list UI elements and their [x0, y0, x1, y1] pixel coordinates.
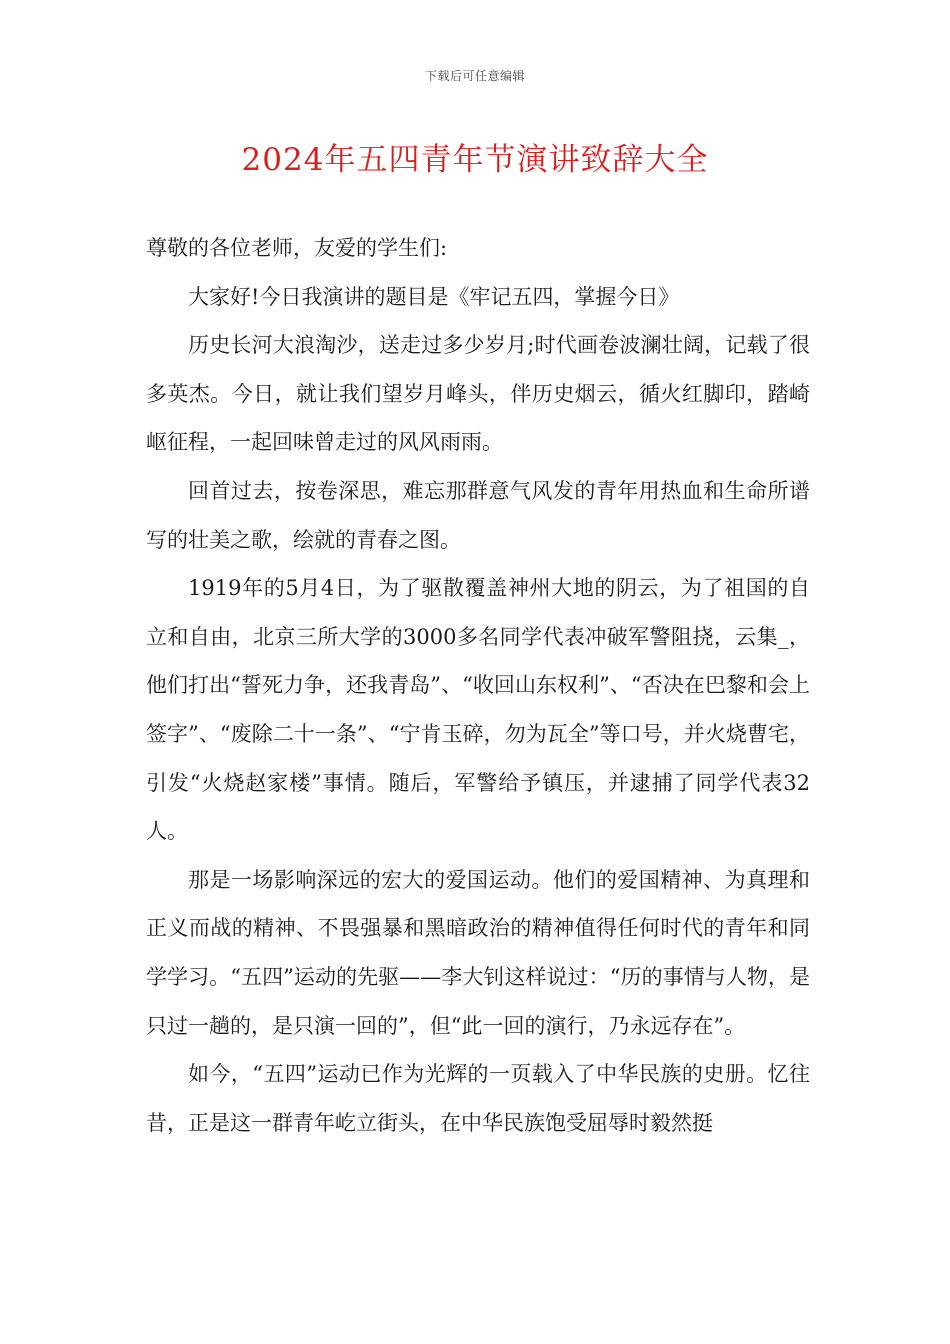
header-note: 下载后可任意编辑: [424, 69, 525, 83]
document-body: [146, 224, 810, 1147]
salutation: 尊敬的各位老师，友爱的学生们:: [146, 236, 448, 260]
paragraph: 回首过去，按卷深思，难忘那群意气风发的青年用热血和生命所谱写的壮美之歌，绘就的青春之图。: [146, 478, 810, 552]
paragraph: 1919年的5月4日，为了驱散覆盖神州大地的阴云，为了祖国的自立和自由，北京三所大学的3000多名同学代表冲破军警阻挠，云集_，他们打出“誓死力争，还我青岛”、“收回山东权利”、“否决在巴黎和会上签字”、“废除二十一条”、“宁肯玉碎，勿为瓦全”等口号，并火烧曹宅，引发“火烧赵家楼”事情。随后，军警给予镇压，并逮捕了同学代表32人。: [146, 576, 810, 844]
paragraph: 大家好!今日我演讲的题目是《牢记五四，掌握今日》: [188, 284, 680, 309]
paragraph: 历史长河大浪淘沙，送走过多少岁月;时代画卷波澜壮阔，记载了很多英杰。今日，就让我们望岁月峰头，伴历史烟云，循火红脚印，踏崎岖征程，一起回味曾走过的风风雨雨。: [146, 333, 810, 455]
document-title: 2024年五四青年节演讲致辞大全: [241, 142, 709, 178]
paragraph: 如今，“五四”运动已作为光辉的一页载入了中华民族的史册。忆往昔，正是这一群青年屹立街头，在中华民族饱受屈辱时毅然挺: [146, 1062, 810, 1135]
paragraph: 那是一场影响深远的宏大的爱国运动。他们的爱国精神、为真理和正义而战的精神、不畏强暴和黑暗政治的精神值得任何时代的青年和同学学习。“五四”运动的先驱——李大钊这样说过：“历的事情与人物，是只过一趟的，是只演一回的”，但“此一回的演行，乃永远存在”。: [146, 867, 810, 1038]
